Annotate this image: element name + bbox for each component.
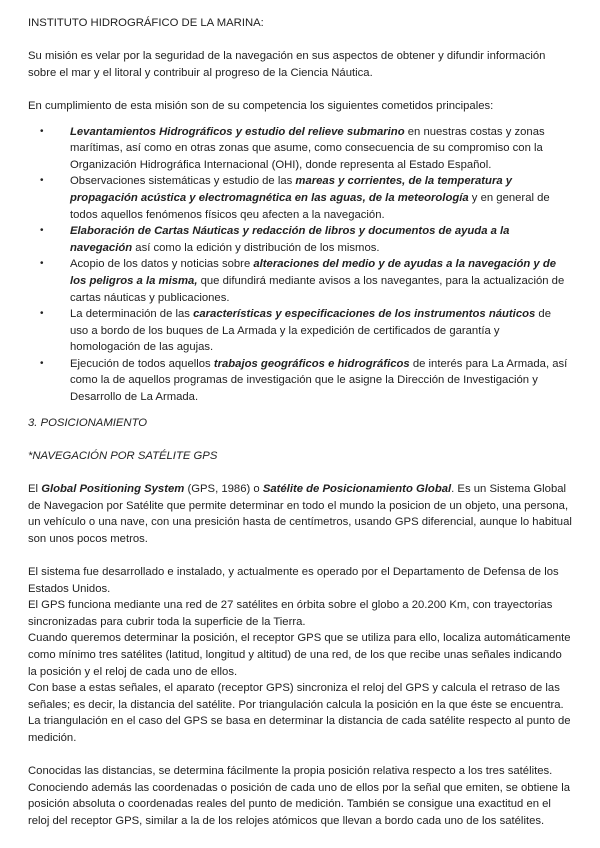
gps-body-line: El GPS funciona mediante una red de 27 satélites en órbita sobre el globo a 20.200 Km, con trayectorias sincronizadas para cubrir toda la superficie de la Tierra. (28, 599, 553, 628)
gps-text: El (28, 483, 42, 496)
spacer (28, 464, 572, 481)
gps-name-es: Satélite de Posicionamiento Global (262, 483, 452, 496)
duty-emphasis: Elaboración de Cartas Náuticas y redacción de libros y documentos de ayuda a la navegación (70, 225, 510, 254)
bullet-icon: • (40, 308, 44, 320)
list-item (28, 356, 572, 406)
bullet-icon: • (40, 258, 44, 270)
section-subheading: *NAVEGACIÓN POR SATÉLITE GPS (28, 449, 218, 462)
list-item (28, 223, 572, 256)
duties-lead: En cumplimiento de esta misión son de su competencia los siguientes cometidos principales: (28, 99, 494, 112)
spacer (28, 547, 572, 564)
duty-text: de uso a bordo de los buques de La Armada y la expedición de certificados de garantía y homologación de las agujas. (70, 308, 552, 354)
duty-text: de interés para La Armada, así como la de aquellos programas de investigación que le asigne la Dirección de Investigación y Desarrollo de La Armada. (70, 357, 568, 404)
spacer (28, 747, 572, 764)
duty-text: Acopio de los datos y noticias sobre (70, 258, 254, 271)
duty-emphasis: trabajos geográficos e hidrográficos (213, 357, 410, 370)
duty-emphasis: características y especificaciones de los instrumentos náuticos (193, 308, 536, 321)
gps-intro-paragraph (28, 481, 572, 547)
mission-paragraph: Su misión es velar por la seguridad de la navegación en sus aspectos de obtener y difundir información sobre el mar y el litoral y contribuir al progreso de la Ciencia Náutica. (28, 50, 546, 79)
list-item (28, 124, 572, 174)
duties-list (28, 124, 572, 406)
list-item (28, 256, 572, 306)
duty-emphasis: alteraciones del medio y de ayudas a la navegación y de los peligros a la misma, (70, 258, 557, 287)
bullet-icon: • (40, 175, 44, 187)
gps-body-line: Cuando queremos determinar la posición, el receptor GPS que se utiliza para ello, localiza automáticamente como mínimo tres satélites (latitud, longitud y altitud) de una red, de los que recibe unas señales indicando la posición y el reloj de cada uno de ellos. (28, 632, 571, 678)
list-item (28, 173, 572, 223)
duty-text: así como la edición y distribución de los mismos. (132, 241, 380, 254)
duty-emphasis: Levantamientos Hidrográficos y estudio del relieve submarino (70, 125, 405, 138)
duty-emphasis: mareas y corrientes, de la temperatura y propagación acústica y electromagnética en las aguas, de la meteorología (70, 175, 513, 204)
spacer (28, 32, 572, 49)
duty-text: Observaciones sistemáticas y estudio de las (70, 175, 296, 188)
gps-text: (GPS, 1986) o (184, 483, 263, 496)
bullet-icon: • (40, 125, 44, 137)
gps-name-en: Global Positioning System (41, 483, 185, 496)
duty-text: en nuestras costas y zonas marítimas, así como en otras zonas que asume, como consecuencia de su compromiso con la Organización Hidrográfica Internacional (OHI), donde representa al Estado Español. (70, 125, 545, 171)
duty-text: La determinación de las (70, 308, 194, 321)
spacer (28, 115, 572, 124)
duty-text: y en general de todos aquellos fenómenos físicos qeu afecten a la navegación. (70, 191, 550, 221)
bullet-icon: • (40, 225, 44, 237)
spacer (28, 431, 572, 448)
gps-closing-paragraph: Conocidas las distancias, se determina fácilmente la propia posición relativa respecto a los tres satélites. Conociendo además las coordenadas o posición de cada uno de ellos por la señal que emiten, se obtiene la posición absoluta o coordenadas reales del punto de medición. También se consigue una exactitud en el reloj del receptor GPS, similar a la de los relojes atómicos que llevan a bordo cada uno de los satélites. (28, 765, 570, 827)
section-heading: 3. POSICIONAMIENTO (28, 416, 148, 429)
spacer (28, 81, 572, 98)
institute-title: INSTITUTO HIDROGRÁFICO DE LA MARINA: (28, 17, 264, 29)
bullet-icon: • (40, 357, 44, 369)
gps-body-line: Con base a estas señales, el aparato (receptor GPS) sincroniza el reloj del GPS y calcula el retraso de las señales; es decir, la distancia del satélite. Por triangulación calcula la posición en la que éste se encuentra. La triangulación en el caso del GPS se basa en determinar la distancia de cada satélite respecto al punto de medición. (28, 682, 571, 744)
duty-text: Ejecución de todos aquellos (70, 357, 214, 370)
duty-text: que difundirá mediante avisos a los navegantes, para la actualización de cartas náuticas y publicaciones. (70, 274, 565, 304)
gps-text: . Es un Sistema Global de Navegacion por Satélite que permite determinar en todo el mundo la posicion de un objeto, una persona, un vehículo o una nave, con una presición hasta de centímetros, usando GPS diferencial, aunque lo habitual son unos pocos metros. (28, 483, 572, 545)
gps-body-line: El sistema fue desarrollado e instalado, y actualmente es operado por el Departamento de Defensa de los Estados Unidos. (28, 566, 559, 595)
spacer (28, 406, 572, 415)
list-item (28, 306, 572, 356)
